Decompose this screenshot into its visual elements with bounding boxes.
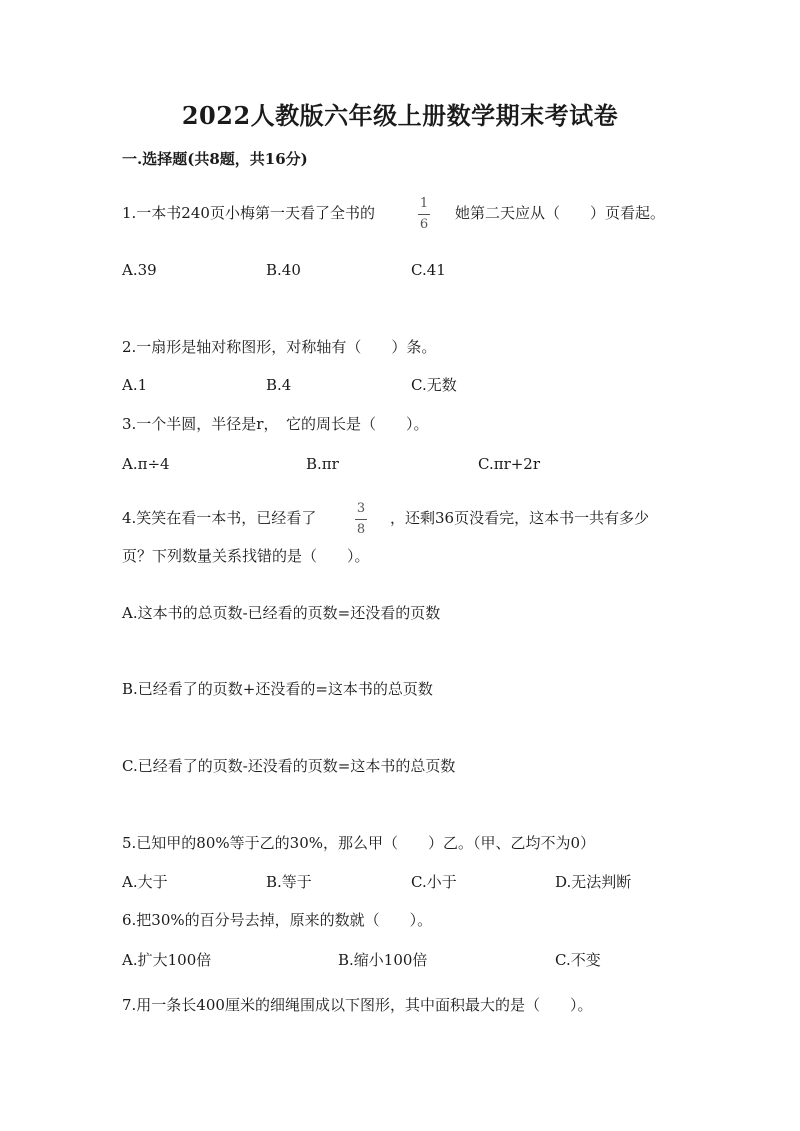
question-5-option-b: B.等于 [266,873,312,891]
question-2-text: 2.一扇形是轴对称图形，对称轴有（ ）条。 [122,338,437,356]
question-1-option-a: A.39 [122,261,157,279]
fraction-numerator: 3 [356,501,366,516]
question-7-text: 7.用一条长400厘米的细绳围成以下图形，其中面积最大的是（ ）。 [122,996,593,1014]
question-1-text-before: 1.一本书240页小梅第一天看了全书的 [122,204,375,222]
fraction-numerator: 1 [419,196,429,211]
fraction-bar [355,519,367,520]
question-1-option-b: B.40 [266,261,301,279]
question-5-option-a: A.大于 [122,873,168,891]
question-2-option-c: C.无数 [411,376,457,394]
question-2-option-a: A.1 [122,376,148,394]
question-4-option-c: C.已经看了的页数-还没看的页数=这本书的总页数 [122,757,456,775]
question-6-option-c: C.不变 [555,951,601,969]
question-2-option-b: B.4 [266,376,292,394]
fraction-denominator: 8 [356,522,366,537]
question-1-text-after: 她第二天应从（ ）页看起。 [455,204,666,222]
question-4-text-line2: 页？下列数量关系找错的是（ ）。 [122,547,370,565]
question-5-option-d: D.无法判断 [555,873,632,891]
question-6-option-b: B.缩小100倍 [338,951,428,969]
question-3-option-c: C.πr+2r [478,455,541,473]
question-4-option-a: A.这本书的总页数-已经看的页数=还没看的页数 [122,604,441,622]
question-4-fraction [355,501,367,538]
question-1-option-c: C.41 [411,261,446,279]
question-1-fraction [418,196,430,233]
question-3-option-b: B.πr [306,455,339,473]
question-6-text: 6.把30%的百分号去掉，原来的数就（ ）。 [122,911,433,929]
question-4-text-before: 4.笑笑在看一本书，已经看了 [122,509,317,527]
fraction-denominator: 6 [419,217,429,232]
section-heading: 一.选择题(共8题，共16分) [122,150,308,168]
question-4-option-b: B.已经看了的页数+还没看的=这本书的总页数 [122,680,433,698]
question-3-text: 3.一个半圆，半径是r， 它的周长是（ ）。 [122,415,429,433]
question-6-option-a: A.扩大100倍 [122,951,212,969]
question-4-text-after: ，还剩36页没看完，这本书一共有多少 [390,509,650,527]
question-5-option-c: C.小于 [411,873,457,891]
page-title: 2022人教版六年级上册数学期末考试卷 [181,101,619,130]
question-5-text: 5.已知甲的80%等于乙的30%，那么甲（ ）乙。（甲、乙均不为0） [122,834,596,852]
fraction-bar [418,214,430,215]
question-3-option-a: A.π÷4 [122,455,170,473]
